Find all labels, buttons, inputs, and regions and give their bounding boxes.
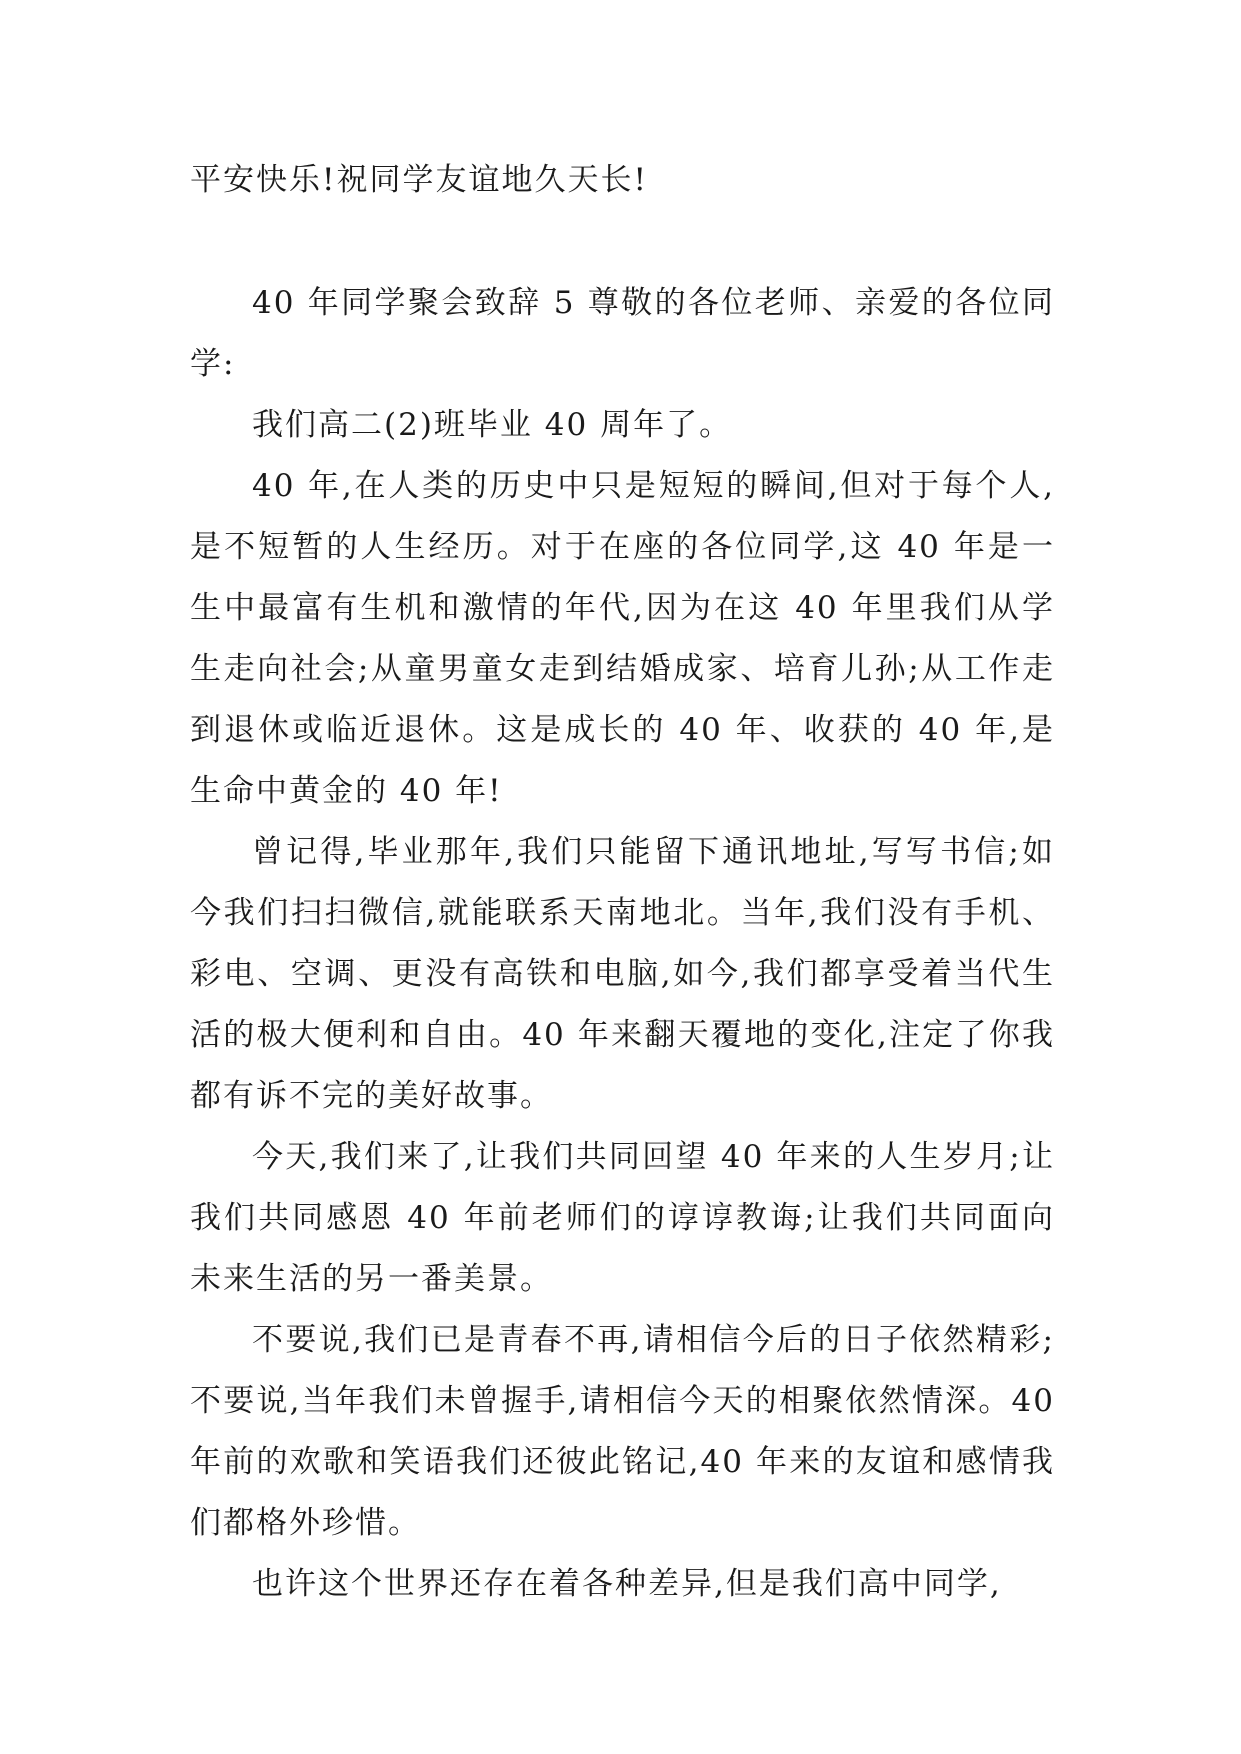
speech-heading-paragraph: 40 年同学聚会致辞 5 尊敬的各位老师、亲爱的各位同学:	[190, 285, 1055, 382]
closing-line: 平安快乐!祝同学友谊地久天长!	[190, 162, 648, 198]
speech-body	[190, 273, 1055, 1615]
paragraph-forty-years: 40 年,在人类的历史中只是短短的瞬间,但对于每个人,是不短暂的人生经历。对于在座的各位同学,这 40 年是一生中最富有生机和激情的年代,因为在这 40 年里我们从学生走向社会;从童男童女走到结婚成家、培育儿孙;从工作走到退休或临近退休。这是成长的 40 年、收获的 40 年,是生命中黄金的 40 年!	[190, 468, 1055, 809]
paragraph-today: 今天,我们来了,让我们共同回望 40 年来的人生岁月;让我们共同感恩 40 年前老师们的谆谆教诲;让我们共同面向未来生活的另一番美景。	[190, 1139, 1055, 1297]
paragraph-dont-say: 不要说,我们已是青春不再,请相信今后的日子依然精彩;不要说,当年我们未曾握手,请相信今天的相聚依然情深。40 年前的欢歌和笑语我们还彼此铭记,40 年来的友谊和感情我们都格外珍惜。	[190, 1322, 1055, 1541]
paragraph-anniversary: 我们高二(2)班毕业 40 周年了。	[252, 407, 733, 443]
text-block-top	[190, 150, 1055, 211]
paragraph-differences: 也许这个世界还存在着各种差异,但是我们高中同学,	[252, 1566, 1002, 1602]
paragraph-memories: 曾记得,毕业那年,我们只能留下通讯地址,写写书信;如今我们扫扫微信,就能联系天南地北。当年,我们没有手机、彩电、空调、更没有高铁和电脑,如今,我们都享受着当代生活的极大便利和自由。40 年来翻天覆地的变化,注定了你我都有诉不完的美好故事。	[190, 834, 1055, 1114]
